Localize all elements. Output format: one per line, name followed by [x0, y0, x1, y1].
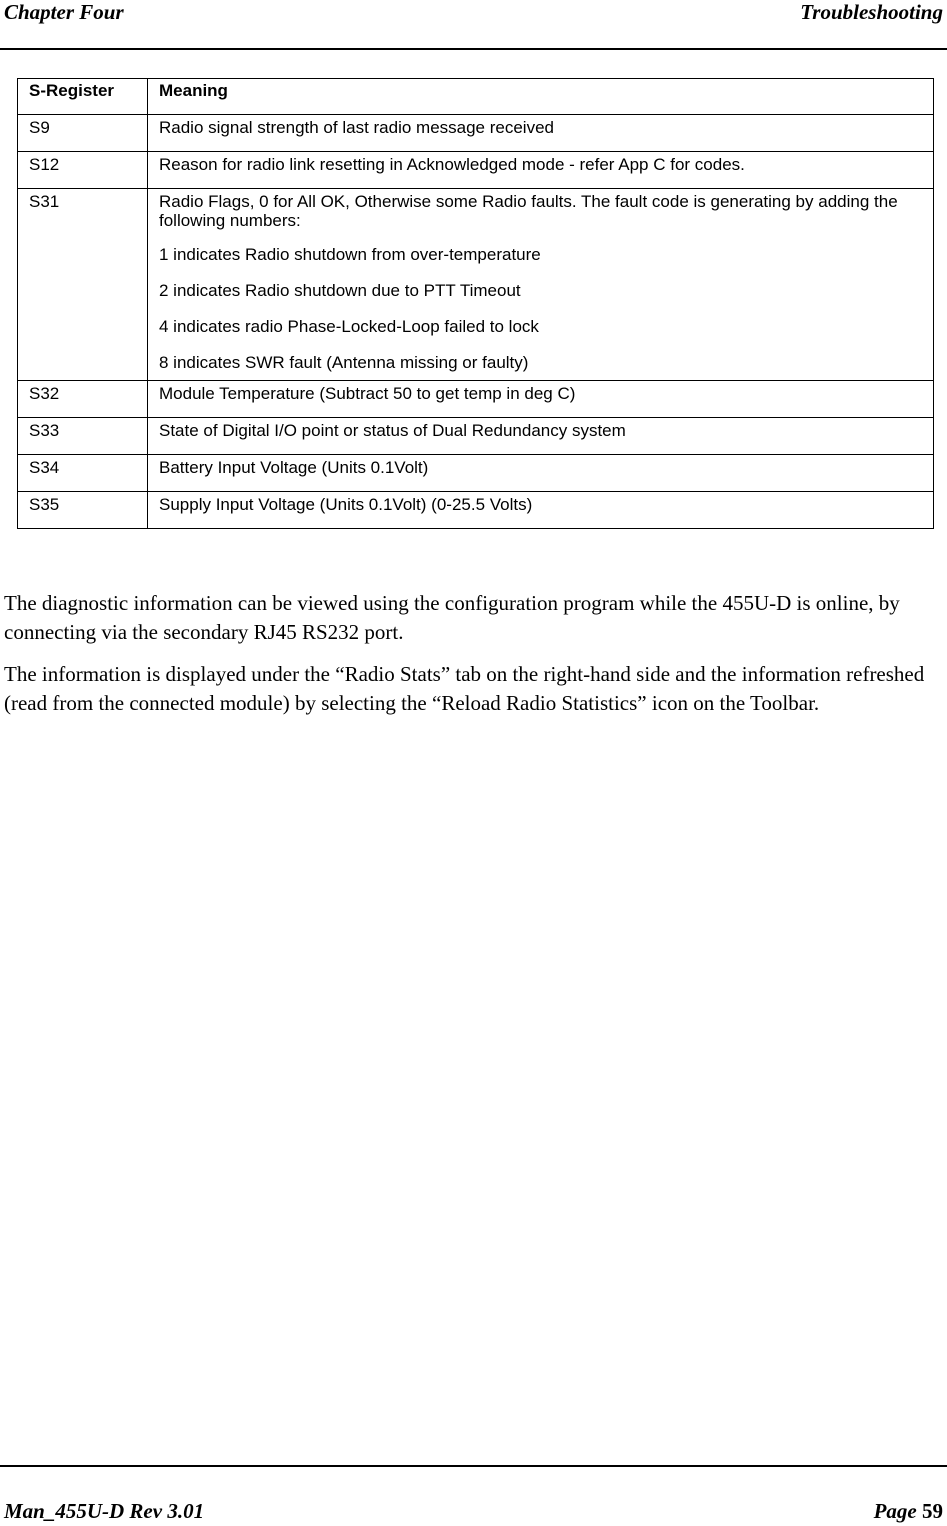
body-paragraph-radio-stats: The information is displayed under the “Radio Stats” tab on the right-hand side and the information refreshed (read from the connected module) by selecting the “Reload Radio Statistics” icon on the Toolbar.: [4, 662, 925, 715]
meaning-cell: Reason for radio link resetting in Acknowledged mode - refer App C for codes.: [148, 152, 934, 189]
register-cell: S9: [18, 115, 148, 152]
fault-code-line: 8 indicates SWR fault (Antenna missing or faulty): [159, 353, 529, 372]
column-header-register: S-Register: [18, 79, 148, 115]
register-cell: S31: [18, 189, 148, 381]
body-paragraph-diagnostics: The diagnostic information can be viewed using the configuration program while the 455U-D is online, by connecting via the secondary RJ45 RS232 port.: [4, 591, 900, 644]
footer-page: [874, 1499, 943, 1523]
meaning-lead-text: Radio Flags, 0 for All OK, Otherwise some Radio faults. The fault code is generating by adding the following numbers:: [159, 192, 898, 230]
meaning-cell: Supply Input Voltage (Units 0.1Volt) (0-25.5 Volts): [148, 492, 934, 529]
header-chapter: Chapter Four: [4, 0, 124, 24]
fault-code-line: 4 indicates radio Phase-Locked-Loop failed to lock: [159, 317, 539, 336]
s-register-table: [17, 78, 934, 529]
column-header-meaning: Meaning: [148, 79, 934, 115]
header-rule: [0, 48, 947, 50]
table-row: [18, 492, 934, 529]
meaning-cell: Module Temperature (Subtract 50 to get temp in deg C): [148, 381, 934, 418]
meaning-cell: Battery Input Voltage (Units 0.1Volt): [148, 455, 934, 492]
register-cell: S12: [18, 152, 148, 189]
register-cell: S34: [18, 455, 148, 492]
footer-page-number: 59: [922, 1499, 943, 1523]
table-row: [18, 418, 934, 455]
footer-rule: [0, 1465, 947, 1467]
table-header-row: [18, 79, 934, 115]
meaning-cell: [148, 189, 934, 381]
table-row: [18, 189, 934, 381]
table-row: [18, 381, 934, 418]
fault-code-line: 1 indicates Radio shutdown from over-temperature: [159, 245, 541, 264]
footer-manual-revision: Man_455U-D Rev 3.01: [4, 1499, 205, 1523]
register-cell: S32: [18, 381, 148, 418]
table-row: [18, 115, 934, 152]
register-cell: S35: [18, 492, 148, 529]
table-row: [18, 455, 934, 492]
meaning-cell: Radio signal strength of last radio message received: [148, 115, 934, 152]
fault-code-line: 2 indicates Radio shutdown due to PTT Timeout: [159, 281, 521, 300]
table-row: [18, 152, 934, 189]
header-section: Troubleshooting: [800, 0, 943, 24]
register-cell: S33: [18, 418, 148, 455]
footer-page-label: Page: [873, 1499, 917, 1523]
meaning-cell: State of Digital I/O point or status of Dual Redundancy system: [148, 418, 934, 455]
